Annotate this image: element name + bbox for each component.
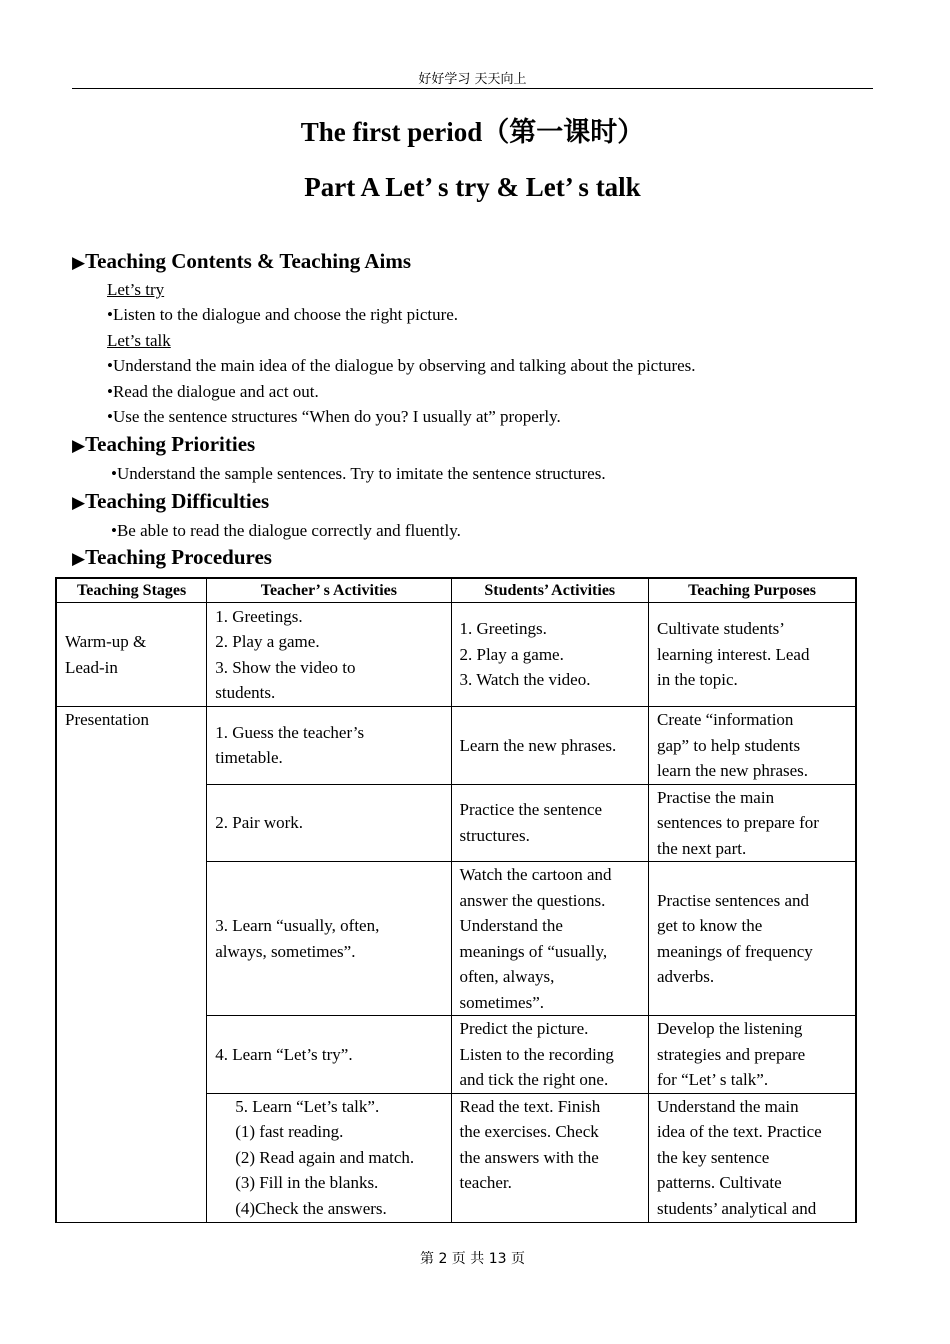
triangle-marker-icon: ▶ bbox=[72, 493, 86, 512]
cell-line: 1. Greetings. bbox=[215, 606, 303, 626]
cell-line: Watch the cartoon and bbox=[459, 865, 612, 884]
students-cell bbox=[451, 603, 649, 707]
cell-line: always, sometimes”. bbox=[215, 941, 356, 961]
procedures-table bbox=[55, 577, 857, 1223]
cell-line: Lead-in bbox=[65, 657, 118, 677]
students-cell bbox=[451, 1093, 649, 1222]
cell-line: 4. Learn “Let’s try”. bbox=[215, 1044, 353, 1064]
cell-line: 3. Learn “usually, often, bbox=[215, 916, 380, 935]
cell-line: sentences to prepare for bbox=[657, 813, 819, 832]
lets-talk-item: •Use the sentence structures “When do you? I usually at” properly. bbox=[107, 407, 561, 426]
triangle-marker-icon: ▶ bbox=[72, 253, 86, 272]
section-heading-text: Teaching Contents & Teaching Aims bbox=[85, 249, 412, 273]
teacher-cell bbox=[207, 707, 451, 785]
cell-line: patterns. Cultivate bbox=[657, 1173, 782, 1192]
cell-line: 3. Watch the video. bbox=[459, 670, 591, 690]
priorities-item: •Understand the sample sentences. Try to imitate the sentence structures. bbox=[111, 464, 606, 483]
cell-line: Read the text. Finish bbox=[459, 1096, 601, 1116]
cell-line: in the topic. bbox=[657, 670, 738, 690]
cell-line: 3. Show the video to bbox=[215, 657, 356, 677]
cell-line: Develop the listening bbox=[657, 1019, 803, 1038]
cell-line: and tick the right one. bbox=[459, 1070, 609, 1089]
students-cell bbox=[451, 784, 649, 862]
cell-line: the exercises. Check bbox=[459, 1122, 599, 1141]
section-priorities-heading bbox=[72, 432, 255, 457]
stage-cell bbox=[56, 707, 207, 1223]
section-heading-text: Teaching Procedures bbox=[85, 545, 272, 569]
table-row-presentation bbox=[56, 707, 856, 785]
teacher-cell bbox=[207, 1093, 451, 1222]
cell-line: Understand the bbox=[459, 916, 563, 935]
purpose-cell bbox=[649, 784, 857, 862]
lets-try-item: •Listen to the dialogue and choose the right picture. bbox=[107, 305, 459, 324]
section-procedures-heading bbox=[72, 545, 272, 570]
cell-line: (3) Fill in the blanks. bbox=[235, 1173, 379, 1192]
column-header: Teaching Stages bbox=[56, 578, 207, 603]
cell-line: Practise the main bbox=[657, 787, 775, 807]
cell-line: students’ analytical and bbox=[657, 1198, 817, 1218]
stage-cell bbox=[56, 603, 207, 707]
cell-line: (4)Check the answers. bbox=[235, 1198, 387, 1218]
cell-line: the next part. bbox=[657, 838, 747, 858]
teacher-cell bbox=[207, 603, 451, 707]
triangle-marker-icon: ▶ bbox=[72, 436, 86, 455]
purpose-cell bbox=[649, 1016, 857, 1094]
teacher-cell bbox=[207, 862, 451, 1016]
teacher-cell bbox=[207, 1016, 451, 1094]
lets-try-label: Let’s try bbox=[107, 280, 165, 299]
page-subtitle: Part A Let’ s try & Let’ s talk bbox=[304, 172, 641, 202]
cell-line: Practise sentences and bbox=[657, 890, 809, 910]
cell-line: 2. Play a game. bbox=[215, 632, 320, 651]
cell-line: (1) fast reading. bbox=[235, 1122, 344, 1141]
cell-line: timetable. bbox=[215, 748, 283, 768]
cell-line: Understand the main bbox=[657, 1096, 799, 1116]
cell-line: Predict the picture. bbox=[459, 1019, 589, 1038]
difficulties-item: •Be able to read the dialogue correctly and fluently. bbox=[111, 521, 461, 540]
section-heading-text: Teaching Difficulties bbox=[85, 489, 270, 513]
page-title: The first period（第一课时） bbox=[300, 117, 645, 147]
page-header: 好好学习 天天向上 bbox=[418, 72, 527, 87]
cell-line: 2. Play a game. bbox=[459, 644, 564, 664]
cell-line: Presentation bbox=[65, 710, 150, 729]
cell-line: learn the new phrases. bbox=[657, 761, 809, 780]
cell-line: Practice the sentence bbox=[459, 800, 603, 820]
lets-talk-item: •Read the dialogue and act out. bbox=[107, 382, 319, 401]
cell-line: (2) Read again and match. bbox=[235, 1147, 415, 1167]
cell-line: meanings of “usually, bbox=[459, 941, 608, 961]
cell-line: 1. Guess the teacher’s bbox=[215, 722, 365, 742]
teacher-cell bbox=[207, 784, 451, 862]
cell-line: gap” to help students bbox=[657, 735, 801, 755]
cell-line: 2. Pair work. bbox=[215, 813, 304, 832]
table-header-row bbox=[56, 578, 856, 603]
purpose-cell bbox=[649, 603, 857, 707]
cell-line: the key sentence bbox=[657, 1147, 770, 1167]
page-footer: 第 2 页 共 13 页 bbox=[420, 1251, 525, 1267]
lets-talk-label: Let’s talk bbox=[107, 331, 171, 350]
students-cell bbox=[451, 1016, 649, 1094]
section-heading-text: Teaching Priorities bbox=[85, 432, 256, 456]
cell-line: answer the questions. bbox=[459, 890, 606, 910]
cell-line: adverbs. bbox=[657, 967, 715, 986]
section-contents-heading bbox=[72, 249, 411, 274]
cell-line: learning interest. Lead bbox=[657, 644, 810, 664]
purpose-cell bbox=[649, 707, 857, 785]
cell-line: Warm-up & bbox=[65, 632, 147, 651]
purpose-cell bbox=[649, 1093, 857, 1222]
triangle-marker-icon: ▶ bbox=[72, 549, 86, 568]
cell-line: meanings of frequency bbox=[657, 941, 813, 961]
column-header: Teacher’ s Activities bbox=[207, 578, 451, 603]
column-header: Students’ Activities bbox=[451, 578, 649, 603]
cell-line: Listen to the recording bbox=[459, 1044, 614, 1064]
cell-line: for “Let’ s talk”. bbox=[657, 1070, 769, 1089]
lets-talk-item: •Understand the main idea of the dialogue by observing and talking about the pictures. bbox=[107, 356, 696, 375]
cell-line: Create “information bbox=[657, 710, 794, 729]
cell-line: structures. bbox=[459, 825, 530, 845]
cell-line: 5. Learn “Let’s talk”. bbox=[235, 1096, 380, 1116]
purpose-cell bbox=[649, 862, 857, 1016]
cell-line: students. bbox=[215, 683, 276, 702]
table-row-warmup bbox=[56, 603, 856, 707]
column-header: Teaching Purposes bbox=[649, 578, 857, 603]
cell-line: idea of the text. Practice bbox=[657, 1122, 822, 1141]
cell-line: teacher. bbox=[459, 1173, 512, 1192]
cell-line: the answers with the bbox=[459, 1147, 599, 1167]
students-cell bbox=[451, 862, 649, 1016]
students-cell bbox=[451, 707, 649, 785]
cell-line: 1. Greetings. bbox=[459, 619, 547, 639]
cell-line: Cultivate students’ bbox=[657, 619, 785, 639]
header-rule bbox=[72, 88, 873, 89]
cell-line: strategies and prepare bbox=[657, 1044, 806, 1064]
cell-line: sometimes”. bbox=[459, 992, 545, 1012]
section-difficulties-heading bbox=[72, 489, 269, 514]
cell-line: often, always, bbox=[459, 967, 555, 986]
cell-line: get to know the bbox=[657, 916, 763, 935]
cell-line: Learn the new phrases. bbox=[459, 735, 617, 755]
